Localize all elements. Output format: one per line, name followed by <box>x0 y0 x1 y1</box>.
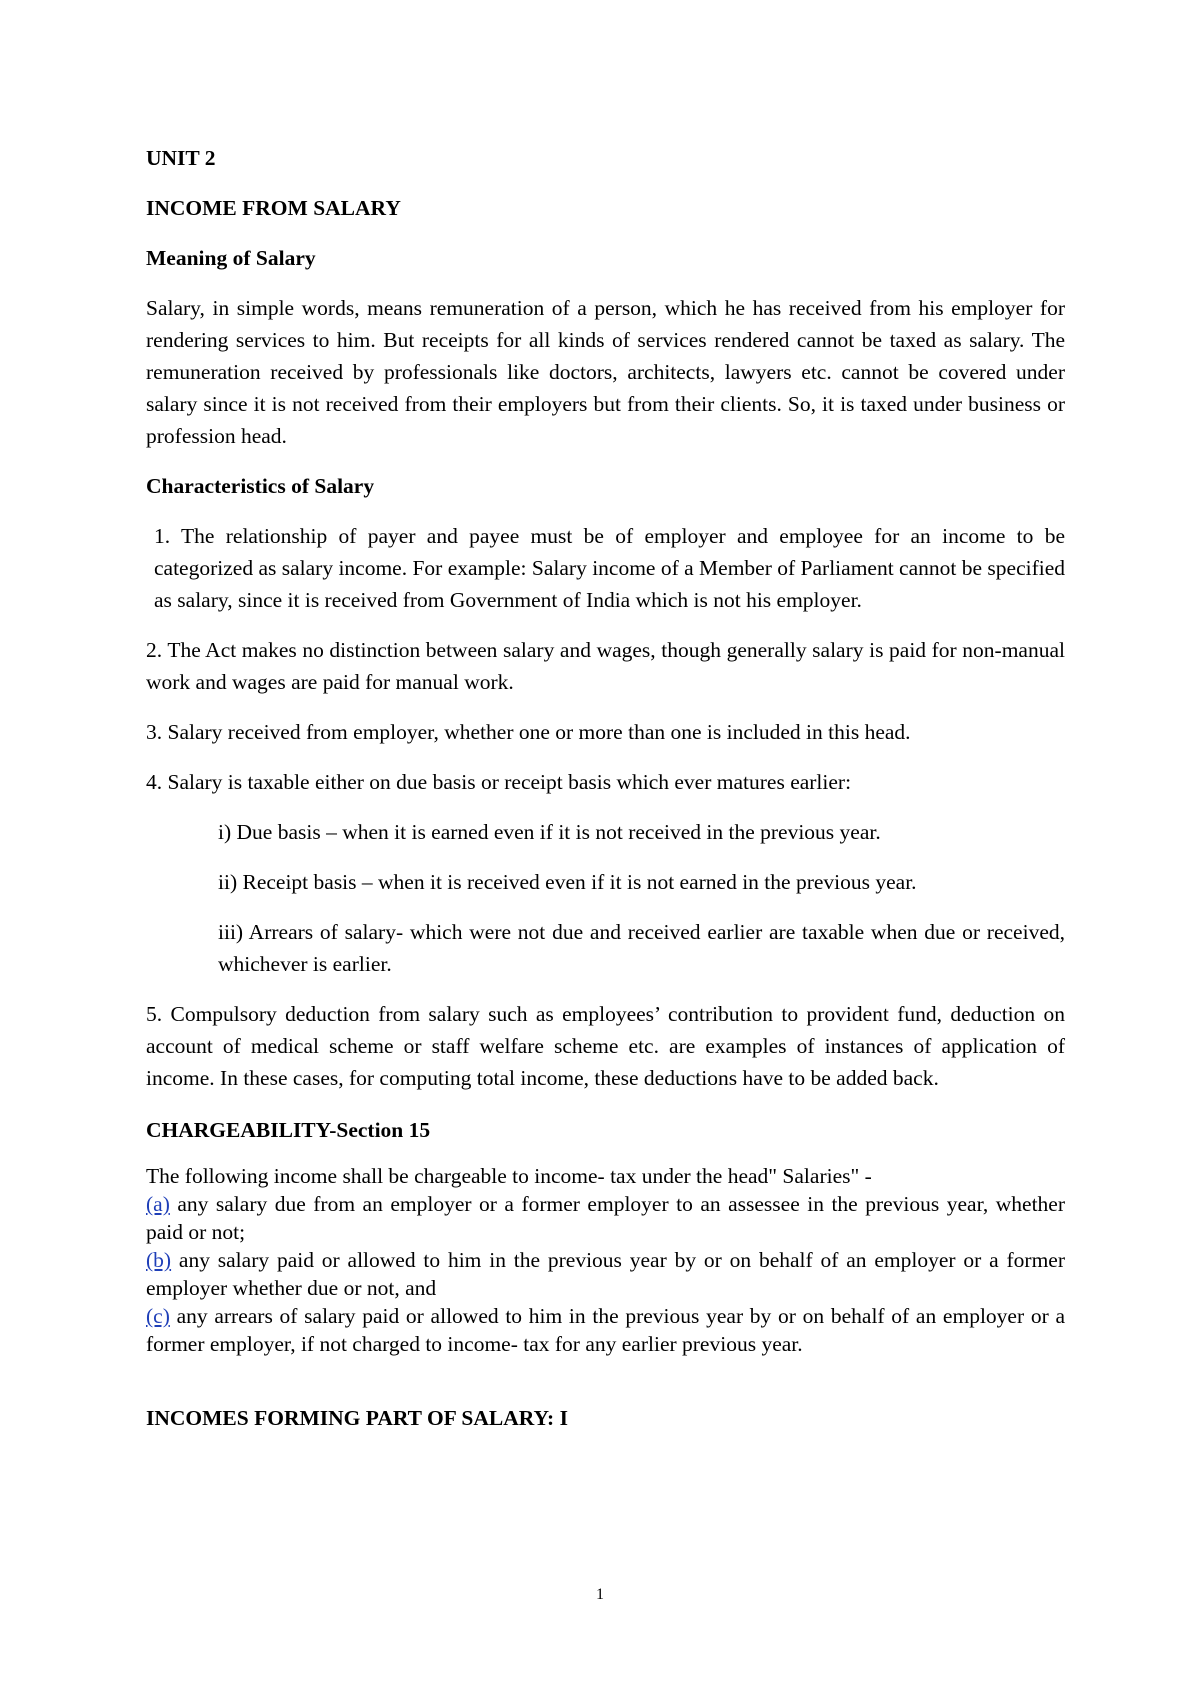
page-number: 1 <box>596 1586 604 1603</box>
characteristic-item-5: 5. Compulsory deduction from salary such as employees’ contribution to provident fund, deduction on account of medical scheme or staff welfare scheme etc. are examples of instances of application of income. In these cases, for computing total income, these deductions have to be added back. <box>146 1002 1065 1090</box>
chargeability-item-c <box>146 1302 1065 1358</box>
document-title: INCOME FROM SALARY <box>146 196 401 220</box>
characteristic-item-1: 1. The relationship of payer and payee must be of employer and employee for an income to be categorized as salary income. For example: Salary income of a Member of Parliament cannot be specified as salary, since it is received from Government of India which is not his employer. <box>154 524 1066 612</box>
characteristic-item-3: 3. Salary received from employer, whether one or more than one is included in this head. <box>146 720 911 744</box>
incomes-forming-part-heading: INCOMES FORMING PART OF SALARY: I <box>146 1406 568 1430</box>
taxable-basis-arrears: iii) Arrears of salary- which were not due and received earlier are taxable when due or received, whichever is earlier. <box>218 920 1065 976</box>
characteristic-item-4: 4. Salary is taxable either on due basis or receipt basis which ever matures earlier: <box>146 770 852 794</box>
taxable-basis-receipt: ii) Receipt basis – when it is received even if it is not earned in the previous year. <box>218 870 917 894</box>
document-content <box>146 142 1065 1434</box>
chargeability-link-c[interactable]: (c) <box>146 1304 170 1328</box>
characteristics-heading: Characteristics of Salary <box>146 474 375 498</box>
taxable-basis-due: i) Due basis – when it is earned even if it is not received in the previous year. <box>218 820 881 844</box>
chargeability-intro: The following income shall be chargeable to income- tax under the head" Salaries" - <box>146 1164 872 1188</box>
chargeability-text-b: any salary paid or allowed to him in the previous year by or on behalf of an employer or a former employer whether due or not, and <box>146 1248 1065 1300</box>
chargeability-link-a[interactable]: (a) <box>146 1192 170 1216</box>
meaning-paragraph: Salary, in simple words, means remuneration of a person, which he has received from his employer for rendering services to him. But receipts for all kinds of services rendered cannot be taxed as salary. The remuneration received by professionals like doctors, architects, lawyers etc. cannot be covered under salary since it is not received from their employers but from their clients. So, it is taxed under business or profession head. <box>146 296 1065 448</box>
chargeability-heading: CHARGEABILITY-Section 15 <box>146 1118 431 1142</box>
chargeability-section <box>146 1162 1065 1358</box>
chargeability-text-a: any salary due from an employer or a former employer to an assessee in the previous year, whether paid or not; <box>146 1192 1065 1244</box>
meaning-heading: Meaning of Salary <box>146 246 316 270</box>
chargeability-link-b[interactable]: (b) <box>146 1248 172 1272</box>
unit-heading: UNIT 2 <box>146 146 216 170</box>
chargeability-item-b <box>146 1246 1065 1302</box>
characteristic-item-2: 2. The Act makes no distinction between salary and wages, though generally salary is paid for non-manual work and wages are paid for manual work. <box>146 638 1065 694</box>
chargeability-text-c: any arrears of salary paid or allowed to him in the previous year by or on behalf of an employer or a former employer, if not charged to income- tax for any earlier previous year. <box>146 1304 1065 1356</box>
chargeability-item-a <box>146 1190 1065 1246</box>
